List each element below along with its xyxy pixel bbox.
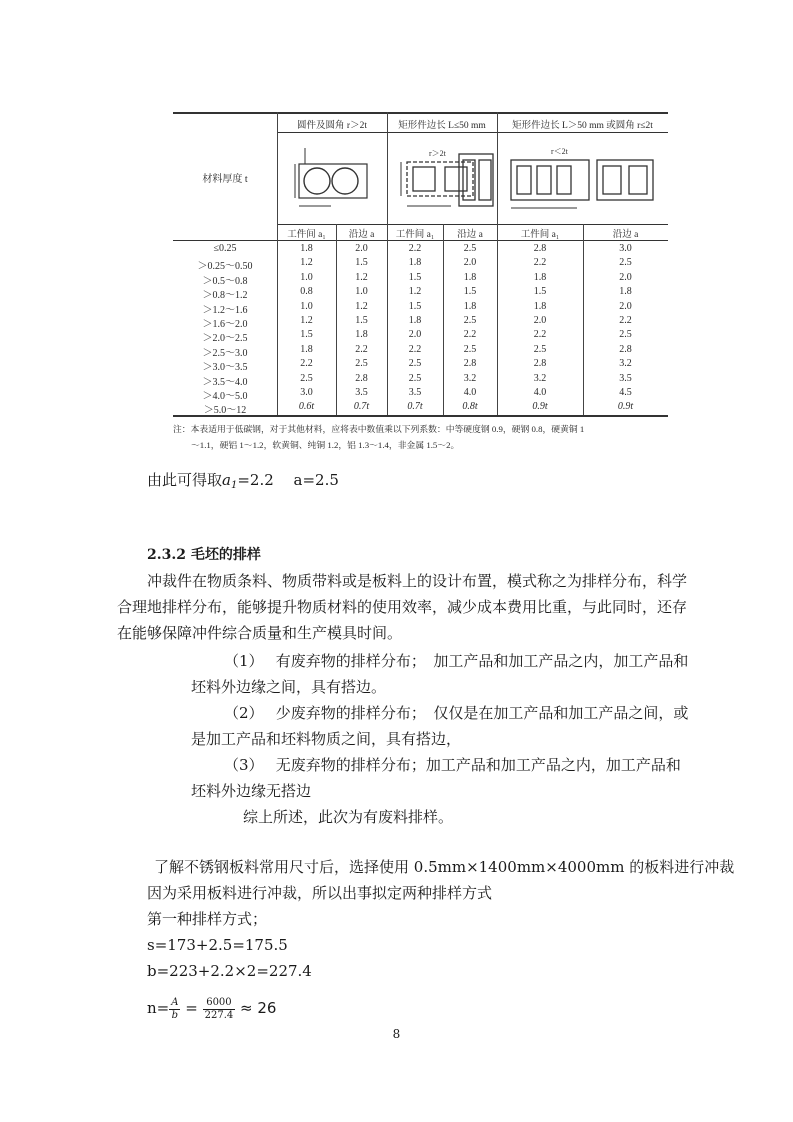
row-thickness: ≤0.25 <box>213 243 237 254</box>
row-cell: 3.0 <box>300 387 313 398</box>
subheader-a1-rect-large: 工件间 a₁ <box>520 230 560 240</box>
row-cell: 3.5 <box>408 387 422 398</box>
row-cell: 2.2 <box>408 243 422 254</box>
row-cell: 1.5 <box>355 257 368 269</box>
subheader-a1-round: 工件间 a₁ <box>287 230 326 240</box>
row-cell: 1.2 <box>408 286 422 298</box>
group-header-rect-large: 矩形件边长 L＞50 mm 或圆角 r≤2t <box>512 121 653 131</box>
row-cell: 1.8 <box>533 300 547 312</box>
row-cell: 2.0 <box>533 315 547 326</box>
row-cell: 3.5 <box>619 372 632 384</box>
table-row <box>173 272 668 286</box>
row-cell: 3.0 <box>619 243 632 254</box>
para1-line3: 在能够保障冲件综合质量和生产模具时间。 <box>117 624 403 642</box>
row-cell: 1.8 <box>619 286 632 298</box>
row-cell: 2.0 <box>619 300 632 312</box>
result-line <box>147 470 339 496</box>
row-cell: 2.5 <box>408 372 422 384</box>
item3-line1: （3） 无废弃物的排样分布；加工产品和加工产品之内，加工产品和 <box>224 756 681 774</box>
table-row <box>173 286 668 300</box>
equation-equals: = <box>185 999 198 1017</box>
row-cell: 1.5 <box>463 286 477 298</box>
fraction-den-value: 227.4 <box>204 1009 234 1021</box>
para2-line1: 了解不锈钢板料常用尺寸后，选择使用 0.5mm×1400mm×4000mm 的板料进行冲裁 <box>154 858 735 876</box>
fraction-num-symbol: A <box>171 996 179 1008</box>
subheader-a-rect-small: 沿边 a <box>457 230 483 240</box>
row-cell: 1.2 <box>355 300 368 312</box>
subheader-a1-rect-small: 工件间 a₁ <box>395 230 435 240</box>
row-cell: 2.0 <box>355 243 368 254</box>
row-cell: 2.2 <box>619 315 632 326</box>
section-heading: 2.3.2 毛坯的排样 <box>147 547 261 563</box>
equation-result: ≈ 26 <box>240 999 277 1017</box>
row-cell: 2.2 <box>408 343 422 355</box>
fraction-a-over-b <box>169 997 180 1022</box>
row-cell: 1.8 <box>408 257 422 269</box>
row-thickness: ＞3.0～3.5 <box>202 362 248 374</box>
result-prefix: 由此可得取 <box>147 471 223 489</box>
row-cell: 1.0 <box>300 271 313 283</box>
row-cell: 2.2 <box>355 343 368 355</box>
equation-n-prefix: n= <box>147 999 170 1017</box>
table-row <box>173 387 668 401</box>
large-rect-diagram <box>507 142 661 218</box>
row-cell: 2.5 <box>300 372 313 384</box>
a1-symbol: a <box>222 471 231 489</box>
row-cell: 2.8 <box>533 358 547 370</box>
group-header-rect-small: 矩形件边长 L≤50 mm <box>398 121 486 131</box>
table-row <box>173 401 668 415</box>
row-thickness: ＞2.0～2.5 <box>202 333 248 345</box>
row-cell: 2.0 <box>619 271 632 283</box>
row-cell: 2.0 <box>463 257 477 269</box>
table-row <box>173 344 668 358</box>
item2-line1: （2） 少废弃物的排样分布； 仅仅是在加工产品和加工产品之间，或 <box>224 704 689 722</box>
row-cell: 3.2 <box>533 372 547 384</box>
row-cell: 2.0 <box>408 329 422 341</box>
para1-line2: 合理地排样分布，能够提升物质材料的使用效率，减少成本费用比重，与此同时，还存 <box>117 598 688 616</box>
row-cell: 2.5 <box>533 343 547 355</box>
row-cell: 1.0 <box>355 286 368 298</box>
row-cell: 0.7t <box>407 401 423 413</box>
row-thickness: ＞0.8～1.2 <box>202 290 248 302</box>
row-cell: 2.5 <box>463 315 477 326</box>
row-cell: 1.8 <box>463 271 477 283</box>
para1-line1: 冲裁件在物质条料、物质带料或是板料上的设计布置，模式称之为排样分布，科学 <box>147 572 688 590</box>
row-cell: 3.2 <box>463 372 477 384</box>
subheader-a-rect-large: 沿边 a <box>612 230 639 240</box>
row-cell: 0.6t <box>298 401 315 413</box>
row-cell: 2.5 <box>463 243 477 254</box>
row-cell: 1.8 <box>300 243 313 254</box>
row-cell: 2.5 <box>463 343 477 355</box>
page-number: 8 <box>392 1027 401 1041</box>
round-parts-diagram <box>291 142 377 218</box>
row-cell: 0.9t <box>617 401 634 413</box>
row-cell: 2.2 <box>533 329 547 341</box>
medium-rect-diagram <box>453 142 497 218</box>
row-cell: 4.0 <box>463 387 477 398</box>
row-cell: 2.8 <box>533 243 547 254</box>
row-cell: 1.5 <box>408 271 422 283</box>
item1-line2: 坯料外边缘之间，具有搭边。 <box>191 678 387 696</box>
row-cell: 2.2 <box>300 358 313 370</box>
table-row <box>173 301 668 315</box>
row-cell: 0.9t <box>532 401 548 413</box>
thickness-header: 材料厚度 t <box>202 174 248 185</box>
row-cell: 2.2 <box>463 329 477 341</box>
row-cell: 2.8 <box>355 372 368 384</box>
fraction-den-symbol: b <box>171 1009 179 1021</box>
row-cell: 3.5 <box>355 387 368 398</box>
diagram-label-r-lt: r＜2t <box>551 147 568 156</box>
row-cell: 4.5 <box>619 387 632 398</box>
row-thickness: ＞4.0～5.0 <box>202 391 248 402</box>
table-row <box>173 358 668 372</box>
a1-subscript: 1 <box>230 480 238 491</box>
row-cell: 2.8 <box>619 343 632 355</box>
table-head-bottom-rule <box>173 240 668 241</box>
row-cell: 0.8t <box>462 401 478 413</box>
table-row <box>173 257 668 271</box>
row-cell: 1.8 <box>463 300 477 312</box>
row-cell: 2.5 <box>408 358 422 370</box>
row-cell: 1.8 <box>355 329 368 341</box>
row-cell: 0.8 <box>300 286 313 298</box>
table-header-rule <box>277 132 668 133</box>
fraction-num-value: 6000 <box>203 997 236 1010</box>
row-cell: 1.0 <box>300 300 313 312</box>
row-cell: 1.2 <box>355 271 368 283</box>
row-thickness: ＞0.5～0.8 <box>202 275 248 287</box>
table-note-line1: 注：本表适用于低碳钢，对于其他材料，应将表中数值乘以下列系数：中等硬度钢 0.9，硬钢 0.8，硬黄铜 1 <box>173 424 585 434</box>
row-cell: 4.0 <box>533 387 547 398</box>
spacing-table <box>173 112 668 452</box>
row-cell: 1.5 <box>533 286 547 298</box>
row-cell: 3.2 <box>619 358 632 370</box>
table-row <box>173 243 668 257</box>
table-row <box>173 315 668 329</box>
para2-line2: 因为采用板料进行冲裁，所以出事拟定两种排样方式 <box>147 884 493 902</box>
row-thickness: ＞5.0～12 <box>203 405 247 417</box>
row-cell: 1.8 <box>300 343 313 355</box>
row-thickness: ＞3.5～4.0 <box>202 376 248 388</box>
row-cell: 2.2 <box>533 257 547 269</box>
summary-line: 综上所述，此次为有废料排样。 <box>243 808 454 826</box>
item2-line2: 是加工产品和坯料物质之间，具有搭边， <box>191 730 462 748</box>
subheader-a-round: 沿边 a <box>348 230 375 240</box>
row-cell: 1.5 <box>300 329 313 341</box>
equation-b: b=223+2.2×2=227.4 <box>147 962 312 980</box>
row-cell: 1.8 <box>533 271 547 283</box>
row-cell: 1.5 <box>355 315 368 326</box>
group-header-round: 圆件及圆角 r＞2t <box>297 121 367 131</box>
row-cell: 1.5 <box>408 300 422 312</box>
row-cell: 2.5 <box>619 329 632 341</box>
row-cell: 0.7t <box>353 401 370 413</box>
row-cell: 1.2 <box>300 315 313 326</box>
result-suffix: =2.2 a=2.5 <box>237 471 339 489</box>
item1-line1: （1） 有废弃物的排样分布； 加工产品和加工产品之内，加工产品和 <box>224 652 689 670</box>
row-cell: 2.5 <box>355 358 368 370</box>
row-thickness: ＞1.2～1.6 <box>202 304 248 316</box>
row-cell: 1.8 <box>408 315 422 326</box>
row-cell: 2.8 <box>463 358 477 370</box>
row-thickness: ＞2.5～3.0 <box>202 347 248 359</box>
diagram-label-r-gt: r＞2t <box>429 149 446 158</box>
table-top-rule <box>173 112 668 114</box>
method1-label: 第一种排样方式； <box>147 910 268 928</box>
row-cell: 2.5 <box>619 257 632 269</box>
table-row <box>173 329 668 343</box>
equation-n <box>147 994 276 1022</box>
row-thickness: ＞0.25～0.50 <box>197 261 253 273</box>
fraction-values <box>203 997 236 1022</box>
table-row <box>173 373 668 387</box>
table-note-line2: ～1.1，硬铝 1～1.2，软黄铜、纯铜 1.2，铝 1.3～1.4，非金属 1.5～2。 <box>191 440 460 450</box>
equation-s: s=173+2.5=175.5 <box>147 936 288 954</box>
item3-line2: 坯料外边缘无搭边 <box>191 782 312 800</box>
row-thickness: ＞1.6～2.0 <box>202 319 248 330</box>
row-cell: 1.2 <box>300 257 313 269</box>
